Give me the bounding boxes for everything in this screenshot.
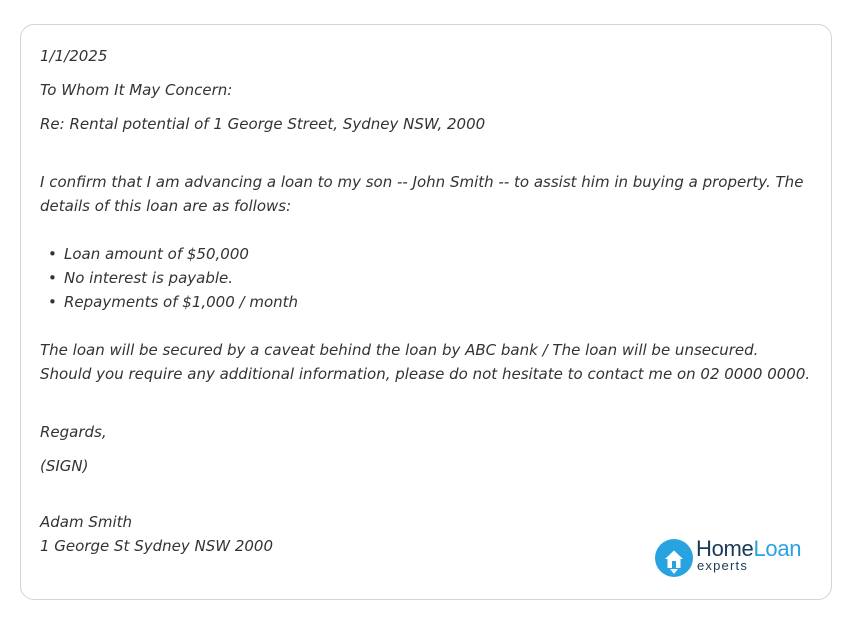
- list-item: [40, 242, 298, 266]
- logo-word-loan: Loan: [753, 536, 802, 561]
- list-item-text: No interest is payable.: [64, 269, 234, 287]
- letter-intro: I confirm that I am advancing a loan to my son -- John Smith -- to assist him in buying a property. The details of this loan are as follows:: [40, 173, 804, 215]
- bullet-icon: •: [48, 245, 57, 263]
- loan-details-list: [40, 242, 298, 314]
- list-item-text: Loan amount of $50,000: [64, 245, 249, 263]
- signer-address: 1 George St Sydney NSW 2000: [40, 537, 274, 555]
- letter-contact-line: Should you require any additional information, please do not hesitate to contact me on 02 0000 0000.: [40, 365, 811, 383]
- logo-word-home: Home: [696, 536, 754, 561]
- logo-subtext: experts: [697, 558, 749, 573]
- letter-security-line: The loan will be secured by a caveat behind the loan by ABC bank / The loan will be unsecured.: [40, 341, 759, 359]
- bullet-icon: •: [48, 293, 57, 311]
- letter-subject: Re: Rental potential of 1 George Street, Sydney NSW, 2000: [40, 115, 486, 133]
- bullet-icon: •: [48, 269, 57, 287]
- letter-date: 1/1/2025: [40, 47, 108, 65]
- list-item: [40, 266, 298, 290]
- list-item-text: Repayments of $1,000 / month: [64, 293, 299, 311]
- signature-placeholder: (SIGN): [40, 457, 89, 475]
- homeloan-experts-logo: [654, 536, 814, 578]
- list-item: [40, 290, 298, 314]
- letter-salutation: To Whom It May Concern:: [40, 81, 233, 99]
- letter-closing: Regards,: [40, 423, 107, 441]
- house-pin-icon: [654, 538, 694, 578]
- signer-name: Adam Smith: [40, 513, 133, 531]
